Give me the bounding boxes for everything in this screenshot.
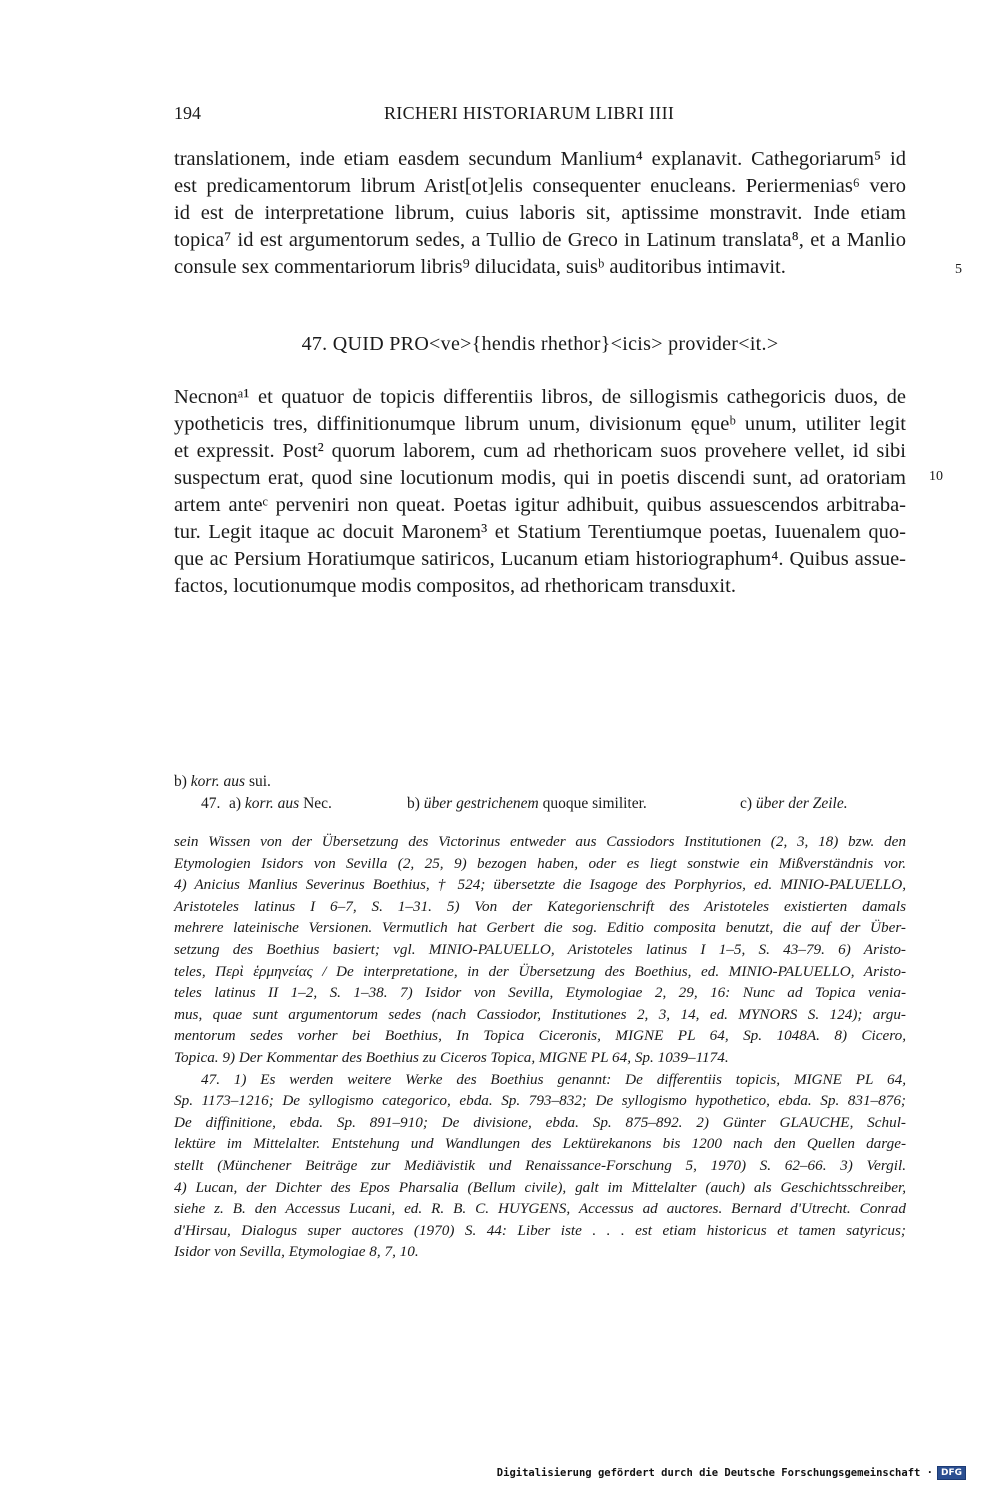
- note-line: De diffinitione, ebda. Sp. 891–910; De divisione, ebda. Sp. 875–892. 2) Günter GLAUCHE, Schul-: [174, 1113, 906, 1131]
- note-line: teles, Περὶ ἑρμηνείας / De interpretatione, in der Übersetzung des Boethius, ed. MINIO-PALUELLO, Aristo-: [174, 962, 906, 980]
- note-line: mentorum sedes vorher bei Boethius, In Topica Ciceronis, MIGNE PL 64, Sp. 1048A. 8) Cicero,: [174, 1027, 906, 1045]
- note-line: teles latinus II 1–2, S. 1–38. 7) Isidor von Sevilla, Etymologiae 2, 29, 16: Nunc ad Topica venia-: [174, 984, 906, 1002]
- text-line: suspectum erat, quod sine locutionum modis, qui in poetis discendi sunt, ad oratoriam: [174, 467, 906, 489]
- line-number-10: 10: [929, 469, 943, 484]
- text-line: artem anteᶜ perveniri non queat. Poetas igitur adhibuit, quibus assuescendos arbitraba-: [174, 494, 906, 516]
- running-title: RICHERI HISTORIARUM LIBRI IIII: [384, 103, 675, 123]
- credit-text: Digitalisierung gefördert durch die Deutsche Forschungsgemeinschaft ·: [496, 1467, 933, 1479]
- apparatus-reading: quoque similiter.: [542, 795, 647, 812]
- text-line: consule sex commentariorum libris⁹ dilucidata, suisᵇ auditoribus intimavit.: [174, 256, 786, 278]
- apparatus-entry-a: [229, 793, 332, 815]
- apparatus-note: über gestrichenem: [423, 795, 539, 812]
- apparatus-note: korr. aus: [244, 795, 300, 812]
- text-line: topica⁷ id est argumentorum sedes, a Tullio de Greco in Latinum translata⁸, et a Manlio: [174, 229, 906, 251]
- note-line: sein Wissen von der Übersetzung des Victorinus entweder aus Cassiodors Institutionen (2, 3, 18) bzw. den: [174, 833, 906, 850]
- note-line: mus, quae sunt argumentorum sedes (nach Cassiodor, Institutiones 2, 3, 14, ed. MYNORS S. 124); argu-: [174, 1005, 906, 1023]
- apparatus-reading: Nec.: [303, 795, 332, 812]
- commentary-notes: [174, 831, 906, 1263]
- top-paragraph: [174, 146, 906, 281]
- note-line: setzung des Boethius basiert; vgl. MINIO-PALUELLO, Aristoteles latinus I 1–5, S. 43–79. 6) Aristo-: [174, 940, 906, 958]
- note-line: stellt (Münchener Beiträge zur Mediävistik und Renaissance-Forschung 5, 1970) S. 62–66. 3) Vergil.: [174, 1156, 906, 1174]
- apparatus-label: a): [229, 795, 242, 812]
- note-line: Etymologien Isidors von Sevilla (2, 25, 9) bezogen haben, oder es liegt sonstwie ein Mißverständnis vor.: [174, 854, 906, 872]
- text-line: factos, locutionumque modis compositos, ad rhethoricam transduxit.: [174, 575, 736, 597]
- note-line: Topica. 9) Der Kommentar des Boethius zu Ciceros Topica, MIGNE PL 64, Sp. 1039–1174.: [174, 1048, 729, 1066]
- note-line: lektüre im Mittelalter. Entstehung und Wandlungen des Lektürekanons bis 1200 nach den Quellen darge-: [174, 1135, 906, 1153]
- apparatus-label: c): [740, 795, 753, 812]
- text-line: est predicamentorum librum Arist[ot]elis consequenter enucleans. Periermenias⁶ vero: [174, 175, 906, 197]
- text-line: tur. Legit itaque ac docuit Maronem³ et Statium Terentiumque poetas, Iuuenalem quo-: [174, 521, 906, 543]
- text-line: Necnonᵃ¹ et quatuor de topicis differentiis libros, de sillogismis cathegoricis duos, de: [174, 386, 906, 408]
- apparatus-chapter-number: 47.: [201, 795, 221, 812]
- text-line: id est de interpretatione librum, cuius laboris sit, aptissime monstravit. Inde etiam: [174, 202, 906, 224]
- note-line: 4) Anicius Manlius Severinus Boethius, † 524; übersetzte die Isagoge des Porphyrios, ed. MINIO-PALUELLO,: [174, 876, 906, 894]
- note-line: d'Hirsau, Dialogus super auctores (1970) S. 44: Liber iste . . . est etiam historicus et tamen satyricus;: [174, 1221, 906, 1239]
- apparatus-note: über der Zeile.: [755, 795, 848, 812]
- page-number: 194: [174, 103, 201, 123]
- apparatus-entry-b: [407, 793, 647, 815]
- text-line: ypotheticis tres, diffinitionumque librum unum, divisionum ęqueᵇ unum, utiliter legit: [174, 413, 906, 435]
- note-line: Aristoteles latinus I 6–7, S. 1–31. 5) Von der Kategorienschrift des Aristoteles existierten damals: [174, 897, 906, 915]
- dfg-logo: DFG: [937, 1466, 966, 1480]
- note-line: siehe z. B. den Accessus Lucani, ed. R. B. C. HUYGENS, Accessus ad auctores. Bernard d'Utrecht. Conrad: [174, 1200, 906, 1218]
- note-line: 47. 1) Es werden weitere Werke des Boethius genannt: De differentiis topicis, MIGNE PL 64,: [201, 1070, 906, 1088]
- text-line: que ac Persium Horatiumque satiricos, Lucanum etiam historiographum⁴. Quibus assue-: [174, 548, 906, 570]
- note-line: Sp. 1173–1216; De syllogismo categorico, ebda. Sp. 793–832; De syllogismo hypothetico, ebda. Sp. 831–876;: [174, 1092, 906, 1110]
- note-line: Isidor von Sevilla, Etymologiae 8, 7, 10.: [174, 1243, 419, 1261]
- apparatus-label: b): [174, 773, 187, 790]
- digitization-credit: [497, 1466, 966, 1480]
- note-line: 4) Lucan, der Dichter des Epos Pharsalia (Bellum civile), galt im Mittelalter (auch) als Geschichtsschreiber,: [174, 1178, 906, 1196]
- apparatus-reading: sui.: [248, 773, 271, 790]
- text-line: translationem, inde etiam easdem secundum Manlium⁴ explanavit. Cathegoriarum⁵ id: [174, 148, 906, 170]
- text-line: et expressit. Post² quorum laborem, cum ad rhethoricam suos provehere vellet, id sibi: [174, 440, 906, 462]
- apparatus-entry-c: [740, 793, 848, 815]
- main-paragraph: [174, 384, 906, 600]
- line-number-5: 5: [955, 262, 962, 277]
- apparatus-line-1: [174, 771, 271, 793]
- apparatus-label: b): [407, 795, 420, 812]
- apparatus-note: korr. aus: [190, 773, 246, 790]
- section-heading: 47. QUID PRO<ve>{hendis rhethor}<icis> provider<it.>: [301, 333, 779, 355]
- note-line: mehrere lateinische Versionen. Vermutlich hat Gerbert die sog. Editio composita benutzt, die auf der Über-: [174, 919, 906, 937]
